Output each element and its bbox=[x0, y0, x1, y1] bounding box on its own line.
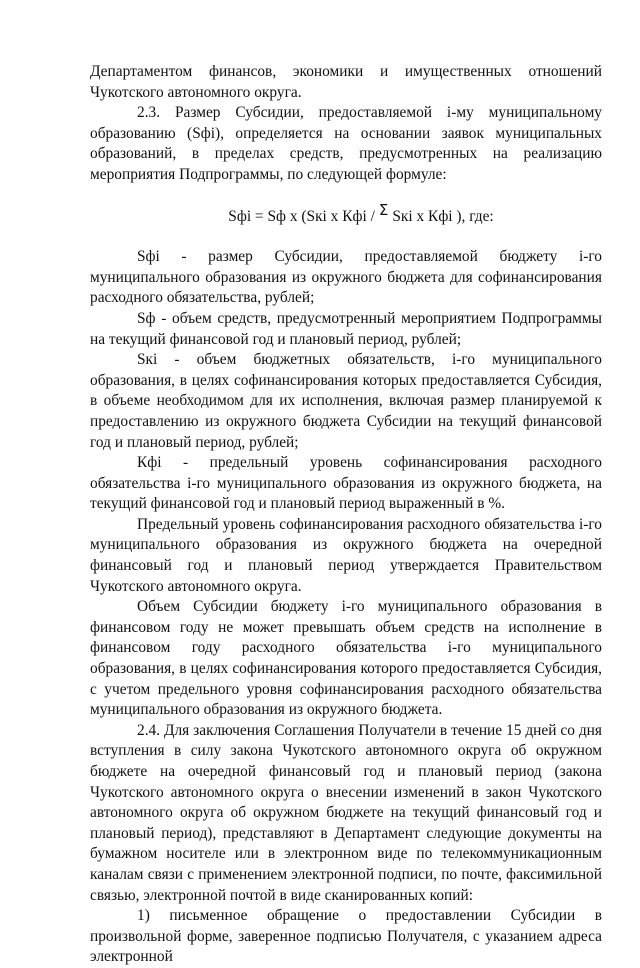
subsidy-formula bbox=[90, 200, 602, 228]
definition-sf: Sф - объем средств, предусмотренный мероприятием Подпрограммы на текущий финансовой год и плановый период, рублей; bbox=[90, 309, 602, 348]
definition-ski: Sкi - объем бюджетных обязательств, i-го муниципального образования, в целях софинансирования которых предоставляется Субсидия, в объеме необходимом для их исполнения, включая размер планируемой к предоставлению из окружного бюджета Субсидии на текущий финансовой год и плановый период, рублей; bbox=[90, 351, 602, 451]
formula-left: Sфi = Sф x (Sкi x Кфi / bbox=[228, 207, 375, 225]
paragraph-2-4: 2.4. Для заключения Соглашения Получатели в течение 15 дней со дня вступления в силу закона Чукотского автономного округа об окружном бюджете на очередной финансовый год и плановый период (закона Чукотского автономного округа о внесении изменений в закон Чукотского автономного округа об окружном бюджете на текущий финансовый год и плановый период), представляют в Департамент следующие документы на бумажном носителе или в электронном виде по телекоммуникационным каналам связи с применением электронной подписи, по почте, факсимильной связью, электронной почтой в виде сканированных копий: bbox=[90, 721, 602, 904]
sigma-symbol: Σ bbox=[378, 200, 389, 219]
definition-sfi: Sфi - размер Субсидии, предоставляемой бюджету i-го муниципального образования из окружного бюджета для софинансирования расходного обязательства, рублей; bbox=[90, 248, 602, 307]
paragraph-item-1: 1) письменное обращение о предоставлении Субсидии в произвольной форме, заверенное подписью Получателя, с указанием адреса электронной bbox=[90, 907, 602, 966]
definition-kfi: Кфi - предельный уровень софинансирования расходного обязательства i-го муниципального образования из окружного бюджета, на текущий финансовой год и плановый период выраженный в %. bbox=[90, 454, 602, 513]
paragraph-2-3: 2.3. Размер Субсидии, предоставляемой i-му муниципальному образованию (Sфi), определяется на основании заявок муниципальных образований, в пределах средств, предусмотренных на реализацию мероприятия Подпрограммы, по следующей формуле: bbox=[90, 104, 602, 183]
paragraph-max-level: Предельный уровень софинансирования расходного обязательства i-го муниципального образования из окружного бюджета на очередной финансовый год и плановый период утверждается Правительством Чукотского автономного округа. bbox=[90, 515, 602, 595]
formula-right: Sкi x Кфi ), где: bbox=[392, 207, 494, 225]
paragraph-subsidy-volume: Объем Субсидии бюджету i-го муниципального образования в финансовом году не может превышать объем средств на исполнение в финансовом году расходного обязательства i-го муниципального образования, в целях софинансирования которого предоставляется Субсидия, с учетом предельного уровня софинансирования расходного обязательства муниципального образования из окружного бюджета. bbox=[90, 598, 602, 719]
paragraph-department: Департаментом финансов, экономики и имущественных отношений Чукотского автономного округа. bbox=[90, 63, 602, 101]
document-page bbox=[90, 62, 602, 968]
